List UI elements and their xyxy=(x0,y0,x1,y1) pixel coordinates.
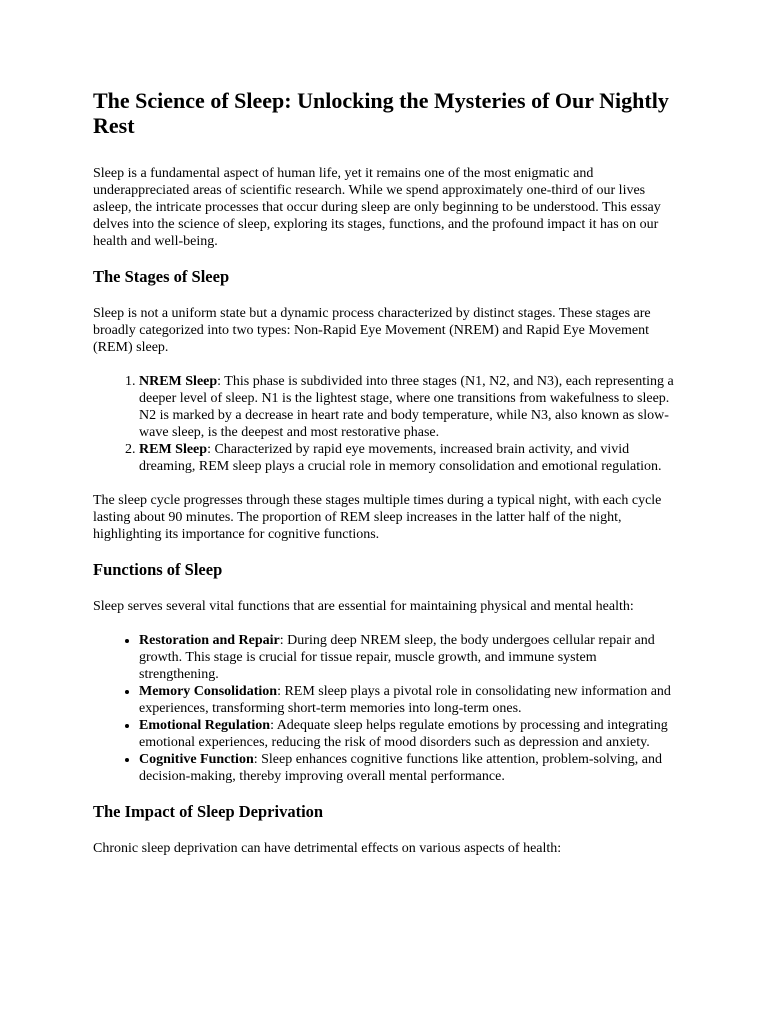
section-heading-stages: The Stages of Sleep xyxy=(93,267,230,286)
intro-paragraph: Sleep is a fundamental aspect of human life, yet it remains one of the most enigmatic and underappreciated areas of scientific research. While we spend approximately one-third of our lives asleep, the intricate processes that occur during sleep are only beginning to be understood. This essay delves into the science of sleep, exploring its stages, functions, and the profound impact it has on our health and well-being. xyxy=(93,166,661,249)
list-item xyxy=(139,717,675,751)
list-item xyxy=(139,373,675,441)
list-item-text: : Adequate sleep helps regulate emotions by processing and integrating emotional experiences, reducing the risk of mood disorders such as depression and anxiety. xyxy=(139,718,668,750)
functions-intro-paragraph: Sleep serves several vital functions that are essential for maintaining physical and mental health: xyxy=(93,599,634,614)
list-item-term: Cognitive Function xyxy=(139,752,254,767)
section-heading-deprivation: The Impact of Sleep Deprivation xyxy=(93,802,324,821)
document-title: The Science of Sleep: Unlocking the Mysteries of Our Nightly Rest xyxy=(93,88,669,138)
list-item-term: NREM Sleep xyxy=(139,374,218,389)
list-item-text: : Characterized by rapid eye movements, increased brain activity, and vivid dreaming, REM sleep plays a crucial role in memory consolidation and emotional regulation. xyxy=(139,442,662,474)
list-item xyxy=(139,632,675,683)
list-item xyxy=(139,683,675,717)
list-item xyxy=(139,751,675,785)
list-item-term: REM Sleep xyxy=(139,442,208,457)
list-item-text: : This phase is subdivided into three stages (N1, N2, and N3), each representing a deeper level of sleep. N1 is the lightest stage, where one transitions from wakefulness to sleep. N2 is marked by a decrease in heart rate and body temperature, while N3, also known as slow-wave sleep, is the deepest and most restorative phase. xyxy=(139,374,674,440)
functions-list xyxy=(93,632,675,785)
list-item-text: : Sleep enhances cognitive functions like attention, problem-solving, and decision-making, thereby improving overall mental performance. xyxy=(139,752,662,784)
list-item-text: : During deep NREM sleep, the body undergoes cellular repair and growth. This stage is crucial for tissue repair, muscle growth, and immune system strengthening. xyxy=(139,633,655,682)
list-item-term: Emotional Regulation xyxy=(139,718,271,733)
list-item xyxy=(139,441,675,475)
stages-intro-paragraph: Sleep is not a uniform state but a dynamic process characterized by distinct stages. These stages are broadly categorized into two types: Non-Rapid Eye Movement (NREM) and Rapid Eye Movement (REM) sleep. xyxy=(93,306,651,355)
list-item-term: Restoration and Repair xyxy=(139,633,280,648)
list-item-text: : REM sleep plays a pivotal role in consolidating new information and experiences, transforming short-term memories into long-term ones. xyxy=(139,684,671,716)
stages-outro-paragraph: The sleep cycle progresses through these stages multiple times during a typical night, with each cycle lasting about 90 minutes. The proportion of REM sleep increases in the latter half of the night, highlighting its importance for cognitive functions. xyxy=(93,493,662,542)
list-item-term: Memory Consolidation xyxy=(139,684,278,699)
deprivation-intro-paragraph: Chronic sleep deprivation can have detrimental effects on various aspects of health: xyxy=(93,841,562,856)
section-heading-functions: Functions of Sleep xyxy=(93,560,223,579)
stages-list xyxy=(93,373,675,475)
